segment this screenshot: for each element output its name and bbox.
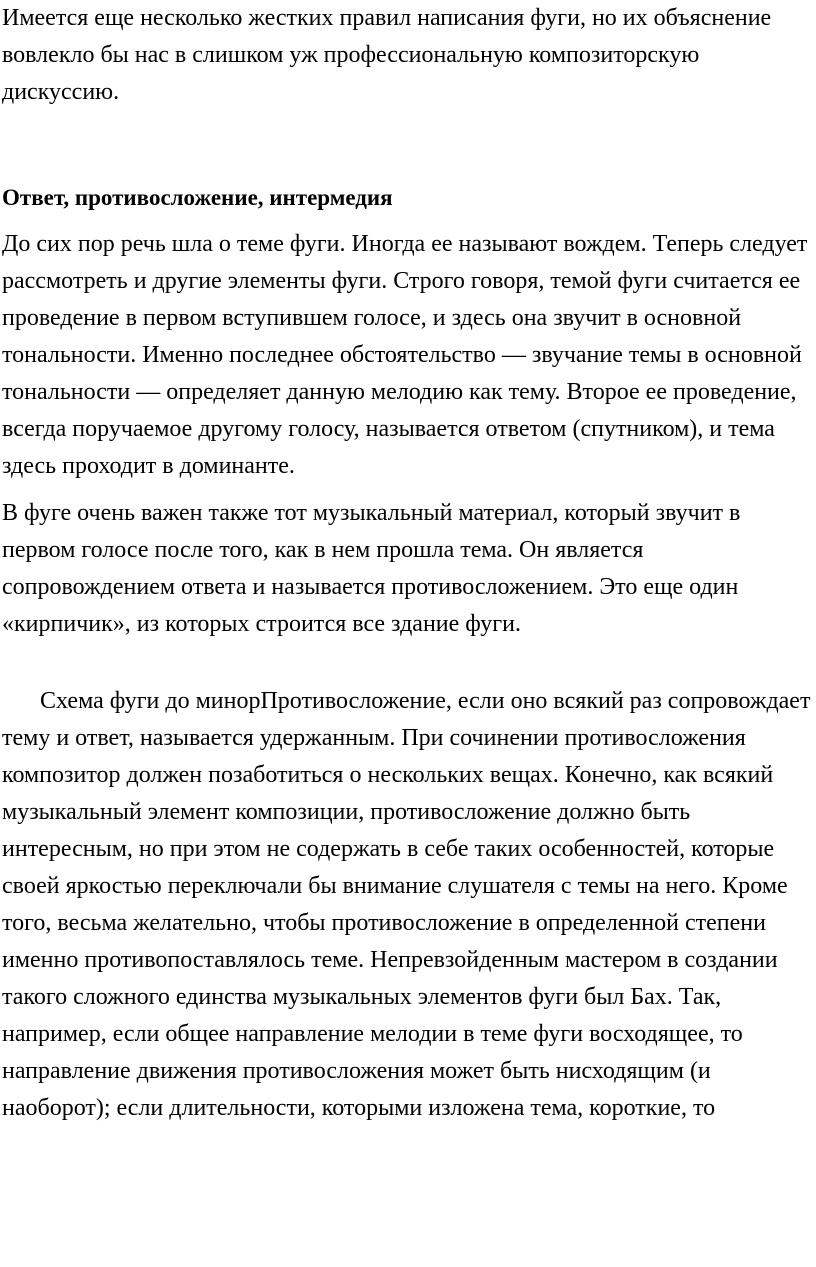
body-paragraph-3: Схема фуги до минорПротивосложение, если оно всякий раз сопровождает тему и ответ, называется удержанным. При сочинении противосложения композитор должен позаботиться о нескольких вещах. Конечно, как всякий музыкальный элемент композиции, противосложение должно быть интересным, но при этом не содержать в себе таких особенностей, которые своей яркостью переключали бы внимание слушателя с темы на него. Кроме того, весьма желательно, чтобы противосложение в определенной степени именно противопоставлялось теме. Непревзойденным мастером в создании такого сложного единства музыкальных элементов фуги был Бах. Так, например, если общее направление мелодии в теме фуги восходящее, то направление движения противосложения может быть нисходящим (и наоборот); если длительности, которыми изложена тема, короткие, то [2,688,811,1121]
body-paragraph-2: В фуге очень важен также тот музыкальный материал, который звучит в первом голосе после того, как в нем прошла тема. Он является сопровождением ответа и называется противосложением. Это еще один «кирпичик», из которых строится все здание фуги. [2,500,741,637]
body-paragraph-1: До сих пор речь шла о теме фуги. Иногда ее называют вождем. Теперь следует рассмотреть и другие элементы фуги. Строго говоря, темой фуги считается ее проведение в первом вступившем голосе, и здесь она звучит в основной тональности. Именно последнее обстоятельство — звучание темы в основной тональности — определяет данную мелодию как тему. Второе ее проведение, всегда поручаемое другому голосу, называется ответом (спутником), и тема здесь проходит в доминанте. [2,231,808,479]
section-heading: Ответ, противосложение, интермедия [2,185,393,210]
intro-paragraph: Имеется еще несколько жестких правил написания фуги, но их объяснение вовлекло бы нас в слишком уж профессиональную композиторскую дискуссию. [2,5,772,105]
